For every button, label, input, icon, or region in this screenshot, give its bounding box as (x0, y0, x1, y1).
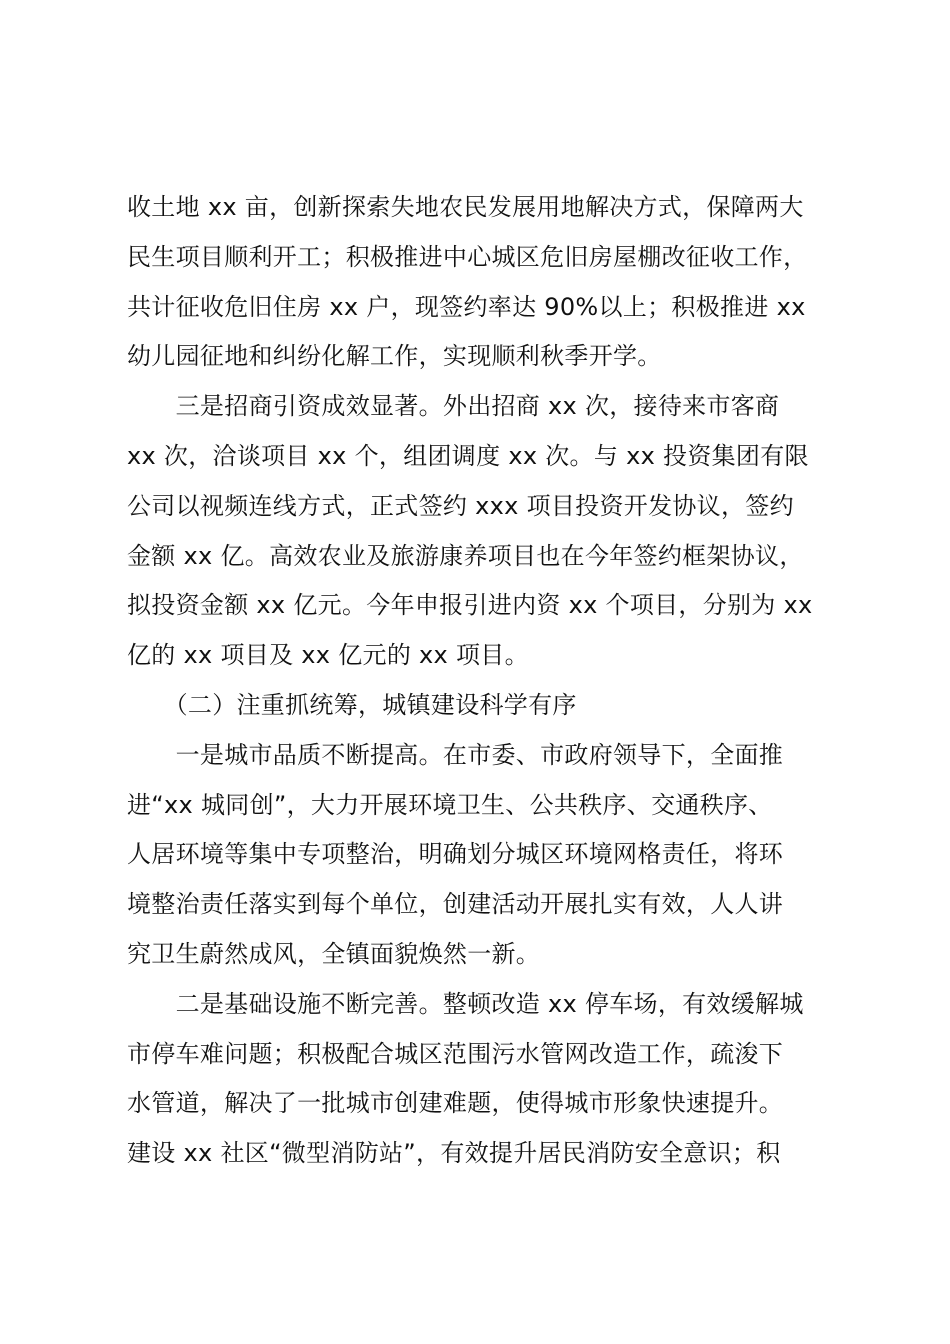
text-line: xx 次，洽谈项目 xx 个，组团调度 xx 次。与 xx 投资集团有限 (127, 441, 809, 470)
paragraph-start-line: 一是城市品质不断提高。在市委、市政府领导下，全面推 (127, 740, 784, 769)
text-line: 境整治责任落实到每个单位，创建活动开展扎实有效，人人讲 (127, 890, 784, 919)
text-line: 幼儿园征地和纠纷化解工作，实现顺利秋季开学。 (127, 342, 662, 371)
text-line: 公司以视频连线方式，正式签约 xxx 项目投资开发协议，签约 (127, 491, 794, 520)
text-line: 建设 xx 社区“微型消防站”，有效提升居民消防安全意识；积 (127, 1139, 781, 1168)
text-line: 究卫生蔚然成风，全镇面貌焕然一新。 (127, 939, 541, 968)
section-heading: （二）注重抓统筹，城镇建设科学有序 (127, 690, 577, 719)
text-line: 收土地 xx 亩，创新探索失地农民发展用地解决方式，保障两大 (127, 193, 804, 221)
text-line: 亿的 xx 项目及 xx 亿元的 xx 项目。 (127, 641, 529, 670)
text-line: 共计征收危旧住房 xx 户，现签约率达 90%以上；积极推进 xx (127, 292, 806, 321)
paragraph-start-line: 二是基础设施不断完善。整顿改造 xx 停车场，有效缓解城 (127, 989, 804, 1018)
text-line: 市停车难问题；积极配合城区范围污水管网改造工作，疏浚下 (127, 1039, 784, 1068)
text-line: 金额 xx 亿。高效农业及旅游康养项目也在今年签约框架协议， (127, 541, 804, 570)
text-line: 水管道，解决了一批城市创建难题，使得城市形象快速提升。 (127, 1089, 784, 1118)
text-line: 拟投资金额 xx 亿元。今年申报引进内资 xx 个项目，分别为 xx (127, 591, 813, 620)
text-line: 进“xx 城同创”，大力开展环境卫生、公共秩序、交通秩序、 (127, 790, 773, 819)
text-line: 民生项目顺利开工；积极推进中心城区危旧房屋棚改征收工作， (127, 242, 808, 271)
text-line: 人居环境等集中专项整治，明确划分城区环境网格责任，将环 (127, 840, 784, 869)
paragraph-start-line: 三是招商引资成效显著。外出招商 xx 次，接待来市客商 (127, 392, 780, 421)
document-body (127, 183, 847, 1179)
